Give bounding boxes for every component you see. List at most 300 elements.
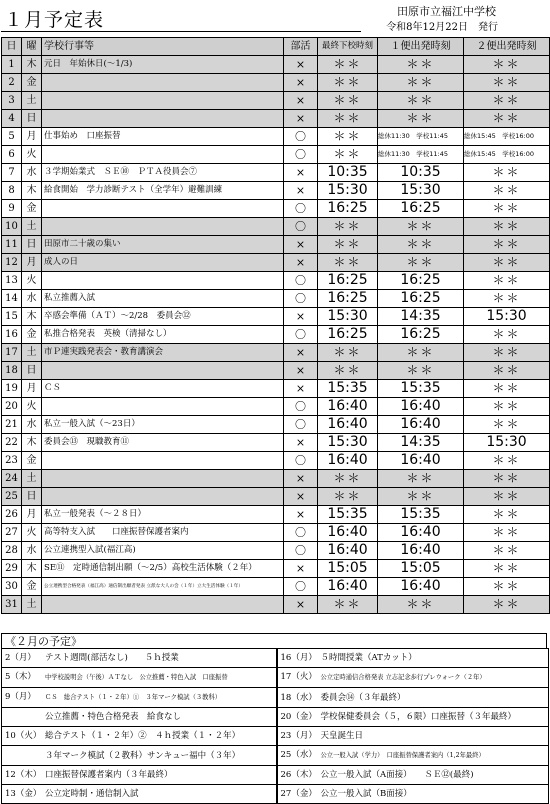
dow-cell: 月 xyxy=(22,380,42,398)
event-cell: 公立連携型合格発表（福江高）通信制出願者発表 立派な大人の会（１年）立大生活体験（１年） xyxy=(42,578,284,596)
bus2-cell: ＊＊ xyxy=(464,596,550,614)
day-cell: 9 xyxy=(2,200,22,218)
feb-left-cell xyxy=(2,727,277,746)
last-leave-cell: ＊＊ xyxy=(318,596,378,614)
table-row xyxy=(2,128,550,146)
day-cell: 12 xyxy=(2,254,22,272)
club-cell: × xyxy=(284,56,318,74)
dow-cell: 木 xyxy=(22,308,42,326)
club-cell: 〇 xyxy=(284,524,318,542)
day-cell: 16 xyxy=(2,326,22,344)
feb-right-cell xyxy=(277,649,549,668)
feb-right-cell xyxy=(277,766,549,785)
last-leave-cell: 10:35 xyxy=(318,164,378,182)
dow-cell: 水 xyxy=(22,164,42,182)
day-cell: 28 xyxy=(2,542,22,560)
day-cell: 3 xyxy=(2,92,22,110)
day-cell: 11 xyxy=(2,236,22,254)
table-row xyxy=(2,488,550,506)
day-cell: 26 xyxy=(2,506,22,524)
club-cell: × xyxy=(284,110,318,128)
club-cell: 〇 xyxy=(284,416,318,434)
bus1-cell: 16:40 xyxy=(378,416,464,434)
feb-date: 10（火） xyxy=(5,731,42,741)
last-leave-cell: 15:30 xyxy=(318,434,378,452)
club-cell: 〇 xyxy=(284,200,318,218)
february-heading: 《２月の予定》 xyxy=(1,633,547,648)
club-cell: × xyxy=(284,74,318,92)
day-cell: 4 xyxy=(2,110,22,128)
bus1-cell: 14:35 xyxy=(378,434,464,452)
col-dow-header: 曜 xyxy=(22,38,42,56)
event-cell: ３学期始業式 ＳＥ⑩ ＰＴＡ役員会⑦ xyxy=(42,164,284,182)
feb-left-cell xyxy=(2,746,277,766)
day-cell: 27 xyxy=(2,524,22,542)
feb-event-text: 中学校説明会（午後）ＡＴなし 公立推薦・特色入試 口座振替 xyxy=(45,674,228,681)
feb-row xyxy=(2,649,549,668)
club-cell: × xyxy=(284,254,318,272)
day-cell: 31 xyxy=(2,596,22,614)
bus1-cell: 10:35 xyxy=(378,164,464,182)
feb-row xyxy=(2,746,549,766)
school-name: 田原市立福江中学校 xyxy=(397,5,496,18)
last-leave-cell: ＊＊ xyxy=(318,254,378,272)
feb-right-cell xyxy=(277,688,549,708)
feb-event-text: テスト週間(部活なし) ５ｈ授業 xyxy=(45,653,179,663)
event-cell: 私推合格発表 英検（清掃なし） xyxy=(42,326,284,344)
bus2-cell: ＊＊ xyxy=(464,326,550,344)
feb-event-text: 委員会⑭（３年最終） xyxy=(320,692,406,703)
day-cell: 6 xyxy=(2,146,22,164)
dow-cell: 火 xyxy=(22,272,42,290)
feb-event-text: 公立定時通信合格発表 立志記念歩行プレウォーク（２年） xyxy=(320,674,486,681)
dow-cell: 土 xyxy=(22,218,42,236)
feb-left-cell xyxy=(2,688,277,708)
event-cell xyxy=(42,200,284,218)
last-leave-cell: 15:35 xyxy=(318,380,378,398)
feb-left-cell xyxy=(2,708,277,727)
col-club-header: 部活 xyxy=(284,38,318,56)
bus2-cell: ＊＊ xyxy=(464,182,550,200)
day-cell: 18 xyxy=(2,362,22,380)
feb-row xyxy=(2,766,549,785)
day-cell: 7 xyxy=(2,164,22,182)
feb-date: 26（木） xyxy=(280,770,317,780)
feb-date: 17（火） xyxy=(280,672,317,682)
feb-date: 16（月） xyxy=(280,653,317,663)
bus1-cell: ＊＊ xyxy=(378,218,464,236)
bus2-cell: ＊＊ xyxy=(464,524,550,542)
dow-cell: 水 xyxy=(22,416,42,434)
bus1-cell: ＊＊ xyxy=(378,488,464,506)
club-cell: × xyxy=(284,92,318,110)
page-header xyxy=(0,0,550,37)
last-leave-cell: ＊＊ xyxy=(318,488,378,506)
dow-cell: 日 xyxy=(22,362,42,380)
dow-cell: 月 xyxy=(22,128,42,146)
event-cell: 元日 年始休日(～1/3) xyxy=(42,56,284,74)
last-leave-cell: ＊＊ xyxy=(318,362,378,380)
dow-cell: 日 xyxy=(22,236,42,254)
last-leave-cell: 15:35 xyxy=(318,506,378,524)
bus1-cell: 16:40 xyxy=(378,398,464,416)
feb-event-text: ＣＳ 総合テスト（１・２年）① ３年マーク模試（３教科） xyxy=(45,694,222,701)
bus1-cell: ＊＊ xyxy=(378,470,464,488)
event-cell xyxy=(42,92,284,110)
feb-right-cell xyxy=(277,668,549,688)
dow-cell: 木 xyxy=(22,182,42,200)
dow-cell: 水 xyxy=(22,290,42,308)
bus2-cell: ＊＊ xyxy=(464,380,550,398)
bus2-cell: ＊＊ xyxy=(464,578,550,596)
table-row xyxy=(2,110,550,128)
event-cell: SE⑪ 定時通信制出願（～2/5）高校生活体験（２年） xyxy=(42,560,284,578)
col-bus2-header: ２便出発時刻 xyxy=(464,38,550,56)
club-cell: × xyxy=(284,380,318,398)
day-cell: 22 xyxy=(2,434,22,452)
bus2-cell: ＊＊ xyxy=(464,92,550,110)
bus2-cell: ＊＊ xyxy=(464,362,550,380)
title-underline xyxy=(1,31,361,32)
club-cell: × xyxy=(284,344,318,362)
dow-cell: 月 xyxy=(22,254,42,272)
bus2-cell: ＊＊ xyxy=(464,344,550,362)
dow-cell: 木 xyxy=(22,434,42,452)
event-cell: 私立一般入試（～23日） xyxy=(42,416,284,434)
feb-event-text: 学校保健委員会（５，６限）口座振替（３年最終） xyxy=(320,712,517,722)
dow-cell: 金 xyxy=(22,74,42,92)
bus1-cell: 16:40 xyxy=(378,452,464,470)
dow-cell: 火 xyxy=(22,524,42,542)
event-cell: 高等特支入試 口座振替保護者案内 xyxy=(42,524,284,542)
club-cell: × xyxy=(284,506,318,524)
event-cell: 成人の日 xyxy=(42,254,284,272)
table-row xyxy=(2,578,550,596)
event-cell xyxy=(42,596,284,614)
last-leave-cell: ＊＊ xyxy=(318,470,378,488)
day-cell: 14 xyxy=(2,290,22,308)
bus2-cell: ＊＊ xyxy=(464,452,550,470)
last-leave-cell: 16:40 xyxy=(318,524,378,542)
club-cell: 〇 xyxy=(284,542,318,560)
bus2-cell: 15:30 xyxy=(464,434,550,452)
bus2-cell: ＊＊ xyxy=(464,416,550,434)
bus1-cell: 16:25 xyxy=(378,326,464,344)
feb-left-cell xyxy=(2,668,277,688)
table-row xyxy=(2,434,550,452)
club-cell: × xyxy=(284,362,318,380)
dow-cell: 火 xyxy=(22,146,42,164)
feb-row xyxy=(2,688,549,708)
bus1-cell: ＊＊ xyxy=(378,110,464,128)
club-cell: 〇 xyxy=(284,452,318,470)
day-cell: 10 xyxy=(2,218,22,236)
bus1-cell: 16:40 xyxy=(378,542,464,560)
event-cell xyxy=(42,74,284,92)
day-cell: 5 xyxy=(2,128,22,146)
bus2-cell: ＊＊ xyxy=(464,398,550,416)
feb-right-cell xyxy=(277,785,549,804)
club-cell: × xyxy=(284,560,318,578)
last-leave-cell: 16:25 xyxy=(318,290,378,308)
event-cell: 仕事始め 口座振替 xyxy=(42,128,284,146)
last-leave-cell: 16:25 xyxy=(318,326,378,344)
event-cell: 委員会⑬ 現職教育⑪ xyxy=(42,434,284,452)
club-cell: × xyxy=(284,308,318,326)
january-schedule-table xyxy=(1,37,550,614)
event-cell: 卒感会準備（ＡＴ）～2/28 委員会⑫ xyxy=(42,308,284,326)
dow-cell: 日 xyxy=(22,110,42,128)
table-row xyxy=(2,452,550,470)
last-leave-cell: 16:25 xyxy=(318,200,378,218)
table-row xyxy=(2,362,550,380)
feb-event-text: 総合テスト（１・２年）② ４ｈ授業（１・２年） xyxy=(45,731,241,741)
event-cell: 私立推薦入試 xyxy=(42,290,284,308)
event-cell xyxy=(42,272,284,290)
event-cell xyxy=(42,146,284,164)
club-cell: × xyxy=(284,236,318,254)
table-header-row xyxy=(2,38,550,56)
last-leave-cell: 16:40 xyxy=(318,578,378,596)
event-cell xyxy=(42,398,284,416)
club-cell: × xyxy=(284,182,318,200)
issue-date: 令和8年12月22日 発行 xyxy=(386,22,498,33)
table-row xyxy=(2,560,550,578)
bus1-cell: 16:40 xyxy=(378,524,464,542)
event-cell: 給食開始 学力診断テスト（全学年）避難訓練 xyxy=(42,182,284,200)
bus2-cell: ＊＊ xyxy=(464,506,550,524)
feb-row xyxy=(2,708,549,727)
feb-date: 23（月） xyxy=(280,731,317,741)
dow-cell: 土 xyxy=(22,470,42,488)
col-day-header: 日 xyxy=(2,38,22,56)
last-leave-cell: ＊＊ xyxy=(318,218,378,236)
dow-cell: 土 xyxy=(22,344,42,362)
last-leave-cell: ＊＊ xyxy=(318,92,378,110)
february-schedule-table xyxy=(1,648,549,804)
feb-row xyxy=(2,785,549,804)
table-row xyxy=(2,182,550,200)
feb-left-cell xyxy=(2,766,277,785)
feb-row xyxy=(2,727,549,746)
club-cell: 〇 xyxy=(284,272,318,290)
day-cell: 24 xyxy=(2,470,22,488)
bus1-cell: ＊＊ xyxy=(378,92,464,110)
club-cell: × xyxy=(284,164,318,182)
table-row xyxy=(2,272,550,290)
col-bus1-header: １便出発時刻 xyxy=(378,38,464,56)
table-row xyxy=(2,398,550,416)
day-cell: 17 xyxy=(2,344,22,362)
dow-cell: 金 xyxy=(22,200,42,218)
feb-date: 9（月） xyxy=(5,692,36,702)
table-row xyxy=(2,326,550,344)
last-leave-cell: ＊＊ xyxy=(318,110,378,128)
last-leave-cell: ＊＊ xyxy=(318,128,378,146)
table-row xyxy=(2,380,550,398)
bus1-cell: 16:25 xyxy=(378,272,464,290)
bus1-cell: 16:25 xyxy=(378,290,464,308)
table-row xyxy=(2,290,550,308)
event-cell xyxy=(42,488,284,506)
feb-date: 18（水） xyxy=(280,692,317,703)
feb-right-cell xyxy=(277,727,549,746)
club-cell: 〇 xyxy=(284,578,318,596)
last-leave-cell: 16:40 xyxy=(318,398,378,416)
table-row xyxy=(2,92,550,110)
bus2-cell: ＊＊ xyxy=(464,56,550,74)
table-row xyxy=(2,308,550,326)
feb-date: 20（金） xyxy=(280,712,317,722)
bus2-cell: 15:30 xyxy=(464,308,550,326)
club-cell: 〇 xyxy=(284,146,318,164)
event-cell: 田原市二十歳の集い xyxy=(42,236,284,254)
feb-event-text: 公立定時制・通信制入試 xyxy=(45,789,139,799)
event-cell xyxy=(42,452,284,470)
bus1-cell: 15:30 xyxy=(378,182,464,200)
table-row xyxy=(2,200,550,218)
col-last-leave-header: 最終下校時刻 xyxy=(318,38,378,56)
bus2-cell: ＊＊ xyxy=(464,164,550,182)
club-cell: 〇 xyxy=(284,218,318,236)
feb-left-cell xyxy=(2,649,277,668)
table-row xyxy=(2,164,550,182)
last-leave-cell: ＊＊ xyxy=(318,74,378,92)
feb-right-cell xyxy=(277,746,549,766)
bus1-cell: 16:40 xyxy=(378,578,464,596)
club-cell: 〇 xyxy=(284,128,318,146)
last-leave-cell: 16:40 xyxy=(318,416,378,434)
day-cell: 30 xyxy=(2,578,22,596)
dow-cell: 土 xyxy=(22,92,42,110)
bus1-cell: ＊＊ xyxy=(378,56,464,74)
last-leave-cell: ＊＊ xyxy=(318,344,378,362)
bus2-cell: ＊＊ xyxy=(464,200,550,218)
last-leave-cell: ＊＊ xyxy=(318,56,378,74)
last-leave-cell: 15:05 xyxy=(318,560,378,578)
feb-date: 25（水） xyxy=(280,750,317,760)
event-cell: 市Ｐ連実践発表会・教育講演会 xyxy=(42,344,284,362)
event-cell xyxy=(42,362,284,380)
event-cell xyxy=(42,110,284,128)
day-cell: 21 xyxy=(2,416,22,434)
club-cell: × xyxy=(284,434,318,452)
dow-cell: 金 xyxy=(22,326,42,344)
event-cell: 私立一般発表（～２８日） xyxy=(42,506,284,524)
club-cell: × xyxy=(284,596,318,614)
bus2-cell: ＊＊ xyxy=(464,560,550,578)
table-row xyxy=(2,416,550,434)
event-cell xyxy=(42,470,284,488)
last-leave-cell: 15:30 xyxy=(318,308,378,326)
feb-date: 12（木） xyxy=(5,770,42,780)
bus1-cell: 15:35 xyxy=(378,506,464,524)
event-cell: ＣＳ xyxy=(42,380,284,398)
feb-date: 27（金） xyxy=(280,789,317,799)
bus2-cell: ＊＊ xyxy=(464,218,550,236)
table-row xyxy=(2,218,550,236)
bus1-cell: ＊＊ xyxy=(378,254,464,272)
bus1-cell: ＊＊ xyxy=(378,74,464,92)
bus2-cell: ＊＊ xyxy=(464,272,550,290)
club-cell: × xyxy=(284,470,318,488)
bus2-cell: ＊＊ xyxy=(464,254,550,272)
dow-cell: 土 xyxy=(22,596,42,614)
day-cell: 2 xyxy=(2,74,22,92)
last-leave-cell: ＊＊ xyxy=(318,236,378,254)
feb-date: 2（月） xyxy=(5,653,36,663)
day-cell: 19 xyxy=(2,380,22,398)
dow-cell: 日 xyxy=(22,488,42,506)
club-cell: 〇 xyxy=(284,398,318,416)
bus2-cell: ＊＊ xyxy=(464,74,550,92)
feb-right-cell xyxy=(277,708,549,727)
day-cell: 20 xyxy=(2,398,22,416)
bus2-cell: 総休15:45 学校16:00 xyxy=(464,128,550,146)
day-cell: 23 xyxy=(2,452,22,470)
feb-date: 13（金） xyxy=(5,789,42,799)
bus1-cell: 総休11:30 学校11:45 xyxy=(378,128,464,146)
bus2-cell: ＊＊ xyxy=(464,110,550,128)
event-cell: 公立連携型入試(福江高) xyxy=(42,542,284,560)
feb-event-text: 公立一般入試（学力） 口座振替保護者案内（1,2年最終） xyxy=(320,752,485,759)
dow-cell: 木 xyxy=(22,56,42,74)
dow-cell: 木 xyxy=(22,560,42,578)
table-row xyxy=(2,74,550,92)
bus1-cell: ＊＊ xyxy=(378,344,464,362)
table-row xyxy=(2,344,550,362)
bus1-cell: ＊＊ xyxy=(378,236,464,254)
bus2-cell: ＊＊ xyxy=(464,290,550,308)
last-leave-cell: ＊＊ xyxy=(318,146,378,164)
bus2-cell: 総休15:45 学校16:00 xyxy=(464,146,550,164)
dow-cell: 月 xyxy=(22,506,42,524)
dow-cell: 金 xyxy=(22,578,42,596)
day-cell: 8 xyxy=(2,182,22,200)
table-row xyxy=(2,596,550,614)
day-cell: 25 xyxy=(2,488,22,506)
day-cell: 29 xyxy=(2,560,22,578)
feb-row xyxy=(2,668,549,688)
bus2-cell: ＊＊ xyxy=(464,470,550,488)
table-row xyxy=(2,254,550,272)
dow-cell: 水 xyxy=(22,542,42,560)
club-cell: × xyxy=(284,488,318,506)
feb-event-text: 公立推薦・特色合格発表 給食なし xyxy=(45,712,182,722)
bus1-cell: 15:35 xyxy=(378,380,464,398)
feb-event-text: 口座振替保護者案内（３年最終） xyxy=(45,770,173,780)
last-leave-cell: 16:40 xyxy=(318,452,378,470)
bus2-cell: ＊＊ xyxy=(464,236,550,254)
club-cell: 〇 xyxy=(284,290,318,308)
day-cell: 1 xyxy=(2,56,22,74)
bus1-cell: ＊＊ xyxy=(378,596,464,614)
table-row xyxy=(2,542,550,560)
page-title: １月予定表 xyxy=(4,9,105,31)
bus2-cell: ＊＊ xyxy=(464,542,550,560)
day-cell: 15 xyxy=(2,308,22,326)
col-events-header: 学校行事等 xyxy=(42,38,284,56)
bus2-cell: ＊＊ xyxy=(464,488,550,506)
table-row xyxy=(2,146,550,164)
feb-date: 5（木） xyxy=(5,672,36,682)
feb-event-text: 天皇誕生日 xyxy=(320,731,364,741)
table-row xyxy=(2,56,550,74)
feb-event-text: ５時間授業（ATカット） xyxy=(320,653,417,663)
last-leave-cell: 16:25 xyxy=(318,272,378,290)
day-cell: 13 xyxy=(2,272,22,290)
club-cell: 〇 xyxy=(284,326,318,344)
